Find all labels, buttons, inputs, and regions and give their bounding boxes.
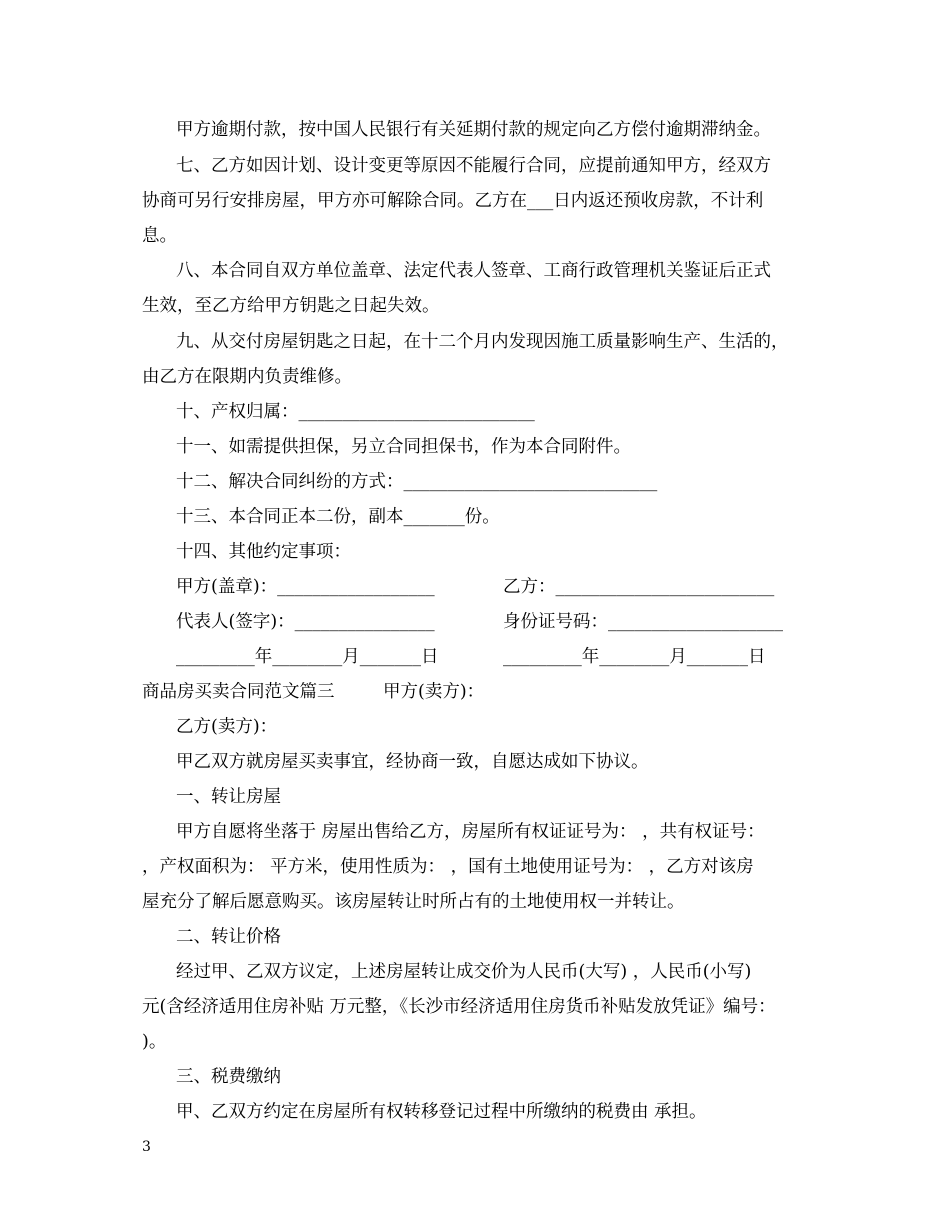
paragraph-line: 元(含经济适用住房补贴 万元整，《长沙市经济适用住房货币补贴发放凭证》编号：	[142, 997, 776, 1017]
paragraph-line: 十三、本合同正本二份，副本_______份。	[176, 507, 500, 527]
clause-heading: 一、转让房屋	[176, 787, 281, 807]
paragraph-line: 七、乙方如因计划、设计变更等原因不能履行合同，应提前通知甲方，经双方	[176, 156, 771, 176]
seller-label: 甲方(卖方)：	[383, 682, 485, 702]
paragraph-line: 十一、如需提供担保，另立合同担保书，作为本合同附件。	[176, 437, 631, 457]
paragraph-line: 九、从交付房屋钥匙之日起，在十二个月内发现因施工质量影响生产、生活的，	[176, 332, 789, 352]
paragraph-line: )。	[142, 1032, 167, 1052]
paragraph-line: 八、本合同自双方单位盖章、法定代表人签章、工商行政管理机关鉴证后正式	[176, 261, 771, 281]
clause-heading: 二、转让价格	[176, 927, 281, 947]
paragraph-line: 息。	[142, 226, 177, 246]
paragraph-line: 十、产权归属：___________________________	[176, 402, 535, 422]
paragraph-line: 屋充分了解后愿意购买。该房屋转让时所占有的土地使用权一并转让。	[142, 892, 685, 912]
buyer-label: 乙方(卖方)：	[176, 717, 278, 737]
section-heading: 商品房买卖合同范文篇三	[142, 682, 335, 702]
clause-heading: 三、税费缴纳	[176, 1067, 281, 1087]
representative-signature: 代表人(签字)：________________	[176, 612, 435, 632]
date-b: _________年________月_______日	[503, 647, 766, 667]
party-b-signature: 乙方：_________________________	[503, 577, 775, 597]
party-a-seal: 甲方(盖章)：__________________	[176, 577, 435, 597]
paragraph-line: 甲方自愿将坐落于 房屋出售给乙方，房屋所有权证证号为： ，共有权证号：	[176, 822, 765, 842]
paragraph-line: 经过甲、乙双方议定，上述房屋转让成交价为人民币(大写) ，人民币(小写)	[176, 962, 752, 982]
paragraph-line: 协商可另行安排房屋，甲方亦可解除合同。乙方在___日内返还预收房款，不计利	[142, 191, 764, 211]
paragraph-line: 甲方逾期付款，按中国人民银行有关延期付款的规定向乙方偿付逾期滞纳金。	[176, 120, 771, 140]
paragraph-line: 生效，至乙方给甲方钥匙之日起失效。	[142, 296, 440, 316]
paragraph-line: 甲、乙双方约定在房屋所有权转移登记过程中所缴纳的税费由 承担。	[176, 1102, 707, 1122]
paragraph-line: 十四、其他约定事项：	[176, 542, 351, 562]
paragraph-line: 甲乙双方就房屋买卖事宜，经协商一致，自愿达成如下协议。	[176, 752, 649, 772]
paragraph-line: 由乙方在限期内负责维修。	[142, 367, 352, 387]
paragraph-line: 十二、解决合同纠纷的方式：_____________________________	[176, 472, 658, 492]
page-number: 3	[142, 1139, 151, 1155]
date-a: _________年________月_______日	[176, 647, 439, 667]
paragraph-line: ，产权面积为： 平方米，使用性质为： ，国有土地使用证号为： ，乙方对该房	[142, 857, 754, 877]
id-number-field: 身份证号码：____________________	[503, 612, 783, 632]
